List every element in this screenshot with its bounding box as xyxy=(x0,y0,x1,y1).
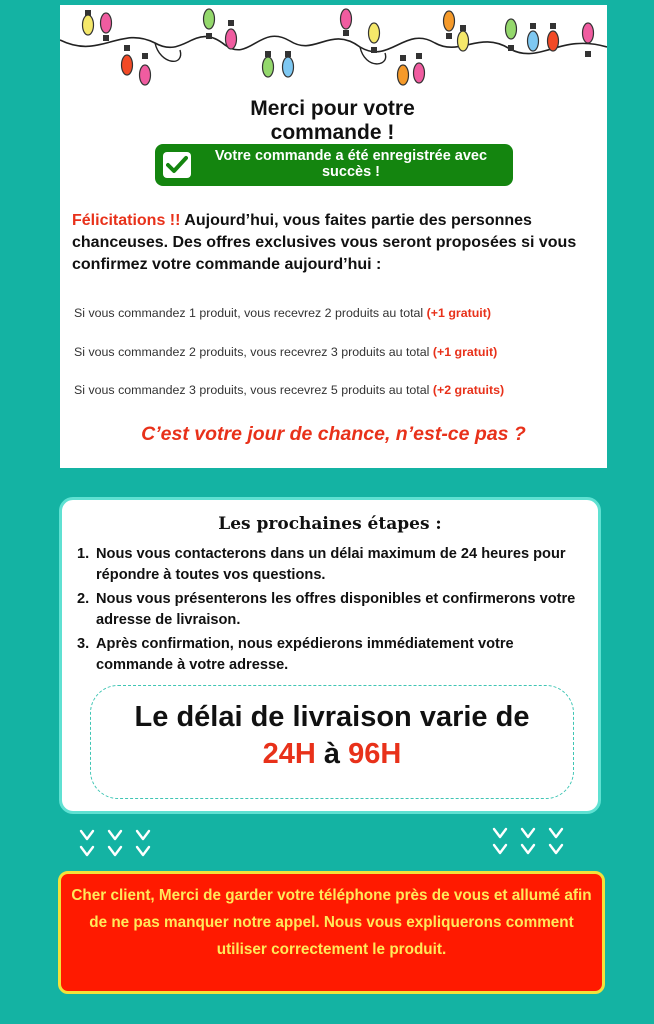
list-item xyxy=(74,589,594,631)
list-item xyxy=(74,634,594,676)
delivery-range xyxy=(91,738,573,771)
offer-bonus: (+1 gratuit) xyxy=(426,306,491,320)
success-banner xyxy=(155,144,513,186)
success-message: Votre commande a été enregistrée avec succès ! xyxy=(214,148,488,180)
delivery-time-box xyxy=(90,685,574,799)
chevron-down-icon xyxy=(491,826,569,860)
confirmation-card xyxy=(60,5,607,468)
christmas-lights-icon xyxy=(60,5,607,100)
offer-line xyxy=(74,306,599,320)
offer-text: Si vous commandez 1 produit, vous recevrez 2 produits au total xyxy=(74,306,427,320)
offer-text: Si vous commandez 2 produits, vous recevrez 3 produits au total xyxy=(74,345,433,359)
intro-text: Aujourd’hui, vous faites partie des personnes chanceuses. Des offres exclusives vous seront proposées si vous confirmez votre commande aujourd’hui : xyxy=(72,212,577,273)
checkmark-icon xyxy=(163,152,191,178)
step-number: 3. xyxy=(77,636,90,652)
offer-bonus: (+2 gratuits) xyxy=(432,383,505,397)
offer-text: Si vous commandez 3 produits, vous recevrez 5 produits au total xyxy=(74,383,433,397)
step-text: Après confirmation, nous expédierons immédiatement votre commande à votre adresse. xyxy=(96,636,514,673)
intro-highlight: Félicitations !! xyxy=(72,212,181,229)
lucky-day-heading: C’est votre jour de chance, n’est-ce pas ? xyxy=(141,423,526,445)
step-text: Nous vous contacterons dans un délai maximum de 24 heures pour répondre à toutes vos questions. xyxy=(96,546,566,583)
list-item xyxy=(74,544,594,586)
phone-notice-box xyxy=(58,871,605,994)
step-number: 1. xyxy=(77,546,90,562)
notice-text: Cher client, Merci de garder votre téléphone près de vous et allumé afin de ne pas manquer notre appel. Nous vous expliquerons comment utiliser correctement le produit. xyxy=(71,887,592,958)
next-steps-title: Les prochaines étapes : xyxy=(218,514,442,534)
offer-bonus: (+1 gratuit) xyxy=(432,345,498,359)
delivery-max: 96H xyxy=(348,738,402,770)
next-steps-list xyxy=(74,544,594,679)
offer-line xyxy=(74,345,599,359)
offer-line xyxy=(74,383,599,397)
delivery-label: Le délai de livraison varie de xyxy=(134,701,530,733)
intro-paragraph xyxy=(72,210,592,276)
delivery-connector: à xyxy=(315,738,349,770)
step-text: Nous vous présenterons les offres disponibles et confirmerons votre adresse de livraison. xyxy=(96,591,576,628)
step-number: 2. xyxy=(77,591,90,607)
next-steps-card xyxy=(59,497,601,814)
page-title: Merci pour votre commande ! xyxy=(250,97,415,144)
delivery-min: 24H xyxy=(262,738,316,770)
chevron-down-icon xyxy=(78,828,156,862)
